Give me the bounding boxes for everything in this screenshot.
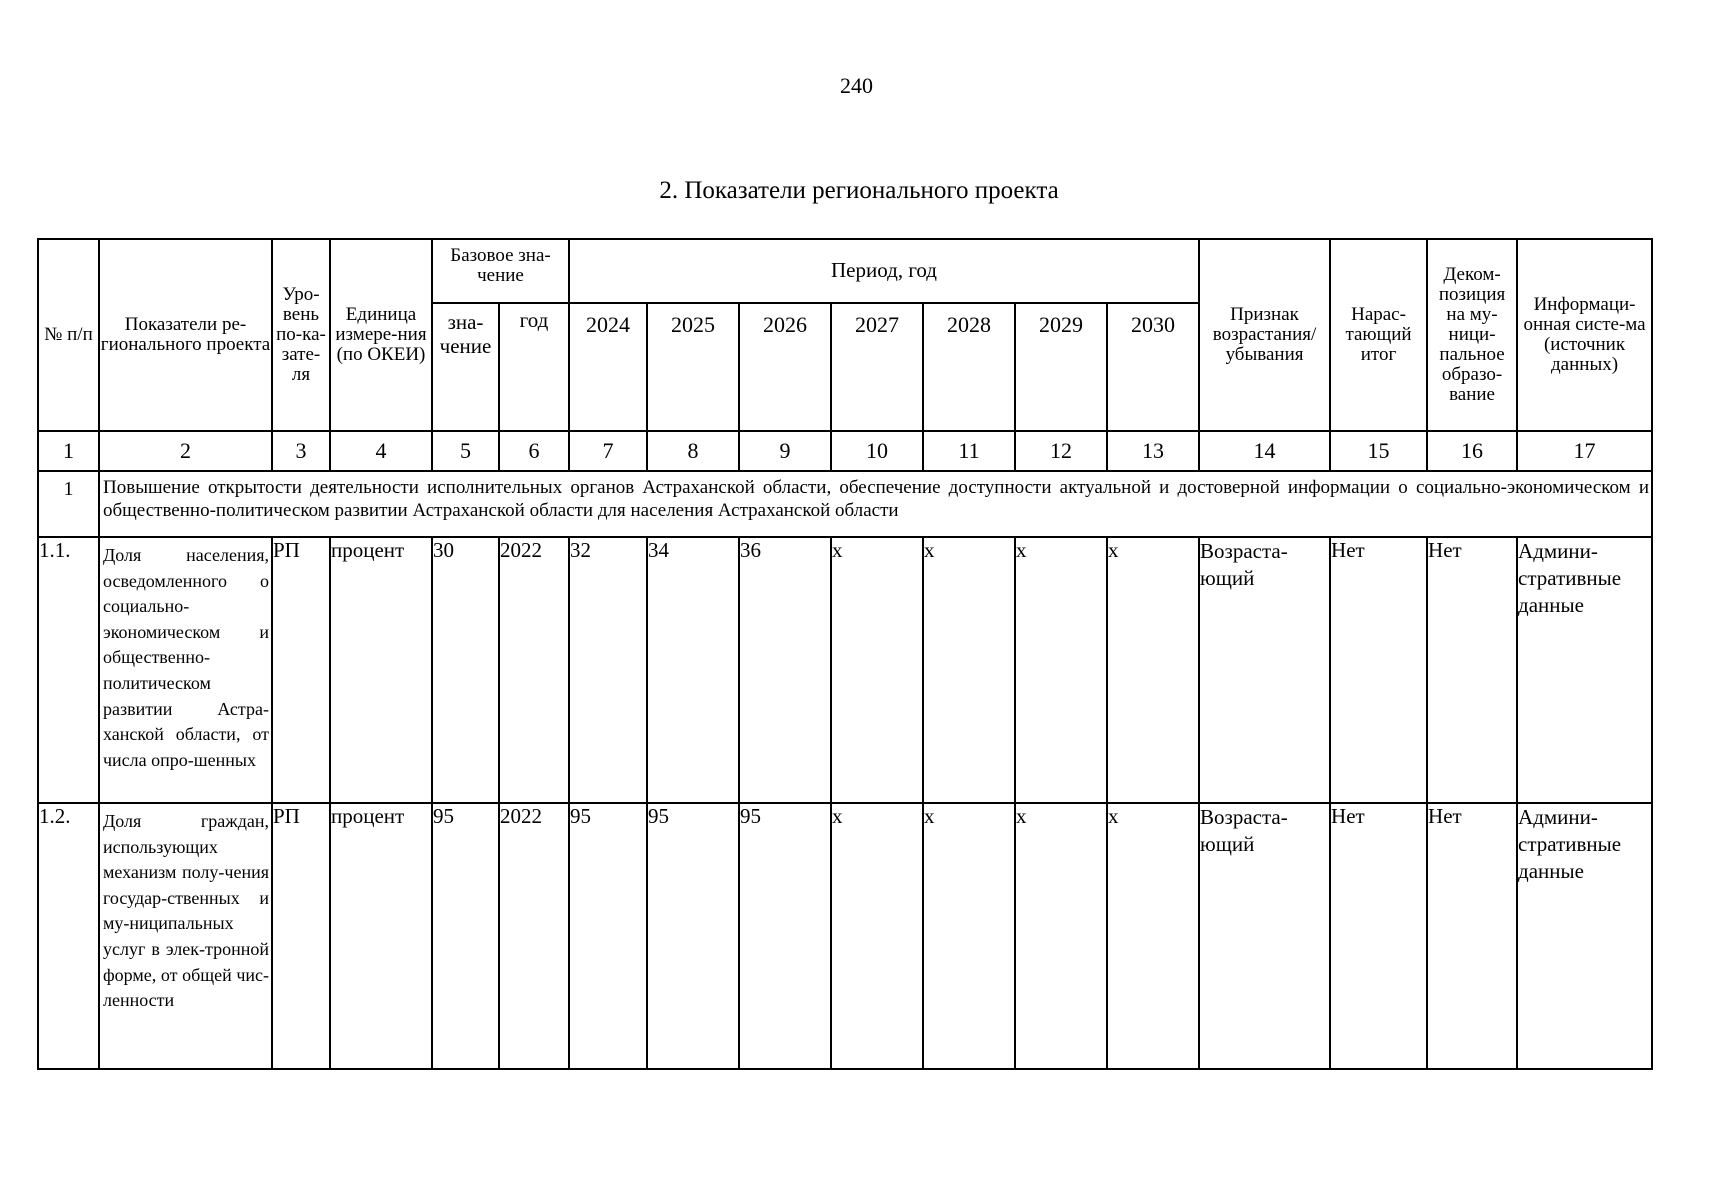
column-number: 2 [99,431,272,471]
row-number: 1.2. [38,803,99,1069]
header-decomposition: Деком-позиция на му-ници-пальное образо-вание [1427,239,1517,431]
year-value: х [1107,803,1199,1069]
indicator-name: Доля населения, осведомленного о социально-экономическом и общественно-политическом развитии Астра-ханской области, от числа опро-шенных [99,537,272,803]
cumulative-total: Нет [1330,803,1427,1069]
indicator-level: РП [272,803,330,1069]
trend-sign: Возраста-ющий [1199,537,1330,803]
base-year: 2022 [499,803,569,1069]
column-number: 11 [923,431,1015,471]
header-info-system: Информаци-онная систе-ма (источник данных) [1517,239,1652,431]
header-unit: Единица измере-ния (по ОКЕИ) [330,239,432,431]
data-source: Админи-стративные данные [1517,803,1652,1069]
row-number: 1.1. [38,537,99,803]
year-value: 32 [569,537,647,803]
header-level: Уро-вень по-ка-зате-ля [272,239,330,431]
year-value: х [1107,537,1199,803]
decomposition: Нет [1427,537,1517,803]
column-number: 8 [647,431,739,471]
indicator-unit: процент [330,537,432,803]
trend-sign: Возраста-ющий [1199,803,1330,1069]
column-number: 16 [1427,431,1517,471]
year-value: 34 [647,537,739,803]
data-source: Админи-стративные данные [1517,537,1652,803]
header-year: 2025 [647,303,739,431]
indicators-table [37,238,1653,1070]
column-number: 1 [38,431,99,471]
year-value: х [1015,803,1107,1069]
header-year: 2028 [923,303,1015,431]
header-year: 2030 [1107,303,1199,431]
header-base-year: год [499,303,569,431]
page-number: 240 [840,73,873,98]
header-base-value: зна-чение [432,303,499,431]
column-number: 17 [1517,431,1652,471]
column-number: 5 [432,431,499,471]
header-year: 2024 [569,303,647,431]
column-number: 15 [1330,431,1427,471]
column-number: 7 [569,431,647,471]
column-number: 10 [831,431,923,471]
header-num: № п/п [38,239,99,431]
year-value: х [831,537,923,803]
year-value: х [1015,537,1107,803]
goal-number: 1 [38,471,99,537]
base-value: 30 [432,537,499,803]
year-value: х [831,803,923,1069]
cumulative-total: Нет [1330,537,1427,803]
indicator-name: Доля граждан, использующих механизм полу-чения государ-ственных и му-ниципальных услуг в элек-тронной форме, от общей чис-ленности [99,803,272,1069]
column-number: 13 [1107,431,1199,471]
table-row [38,537,1652,803]
column-number: 4 [330,431,432,471]
column-numbers-row [38,431,1652,471]
header-period: Период, год [569,239,1199,303]
year-value: 95 [739,803,831,1069]
decomposition: Нет [1427,803,1517,1069]
column-number: 14 [1199,431,1330,471]
table-row [38,803,1652,1069]
section-title: 2. Показатели регионального проекта [659,177,1059,204]
goal-text: Повышение открытости деятельности исполнительных органов Астраханской области, обеспечение доступности актуальной и достоверной информации о социально-экономическом и общественно-политическом развитии Астраханской области для населения Астраханской области [99,471,1652,537]
goal-row [38,471,1652,537]
year-value: 95 [647,803,739,1069]
base-value: 95 [432,803,499,1069]
column-number: 9 [739,431,831,471]
header-base: Базовое зна-чение [432,239,569,303]
header-indicator: Показатели ре-гионального проекта [99,239,272,431]
column-number: 3 [272,431,330,471]
column-number: 6 [499,431,569,471]
year-value: 95 [569,803,647,1069]
header-year: 2026 [739,303,831,431]
base-year: 2022 [499,537,569,803]
year-value: 36 [739,537,831,803]
indicator-unit: процент [330,803,432,1069]
indicator-level: РП [272,537,330,803]
column-number: 12 [1015,431,1107,471]
header-sign: Признак возрастания/ убывания [1199,239,1330,431]
header-cumulative: Нарас-тающий итог [1330,239,1427,431]
year-value: х [923,803,1015,1069]
header-year: 2027 [831,303,923,431]
year-value: х [923,537,1015,803]
header-year: 2029 [1015,303,1107,431]
